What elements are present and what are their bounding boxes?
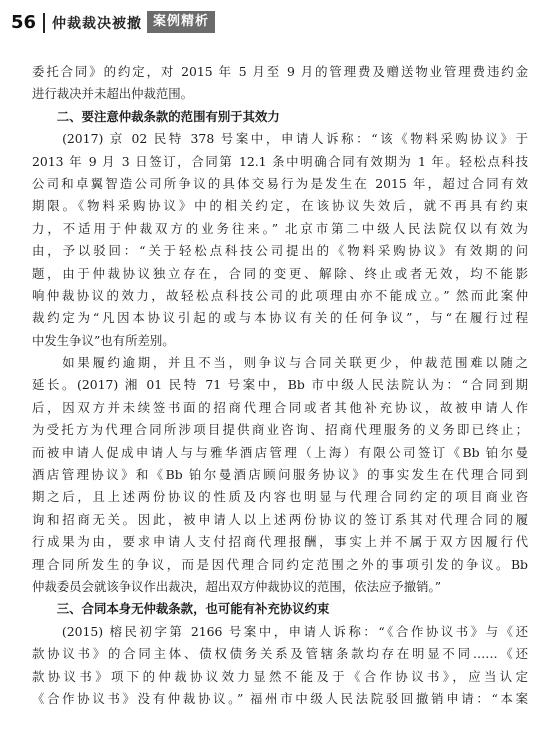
body-text-line: 响仲裁协议的效力，故轻松点科技公司的此项理由亦不能成立。” 然而此案仲	[32, 287, 528, 303]
page-header	[0, 10, 558, 42]
book-title: 仲裁裁决被撤	[52, 16, 142, 32]
section-heading: 二、要注意仲裁条款的范围有别于其效力	[32, 108, 280, 124]
body-text-line: 行成果为由，要求申请人支付招商代理报酬，事实上并不属于双方因履行代	[32, 534, 528, 550]
body-text-line: 期限。《物料采购协议》中的相关约定，在该协议失效后，就不再具有约束	[32, 198, 528, 214]
page-body	[32, 61, 528, 710]
body-text-line: 为受托方为代理合同所涉项目提供商业咨询、招商代理服务的义务即已终止；	[32, 422, 528, 438]
body-text-line: 2013 年 9 月 3 日签订，合同第 12.1 条中明确合同有效期为 1 年。轻松点科技	[32, 153, 528, 169]
body-text-line: 中发生争议”也有所差别。	[32, 332, 175, 348]
body-text-line: 仲裁委员会就该争议作出裁决，超出双方仲裁协议的范围，依法应予撤销。”	[32, 578, 442, 594]
header-divider	[43, 13, 45, 33]
body-text-line: 款协议书》的合同主体、债权债务关系及管辖条款均存在明显不同……《还	[32, 646, 528, 662]
body-text-line: 理合同所发生的争议，而是因代理合同约定范围之外的事项引发的争议。Bb	[32, 556, 528, 572]
body-text-line: 如果履约逾期，并且不当，则争议与合同关联更少，仲裁范围难以随之	[32, 355, 528, 371]
body-text-line: 进行裁决并未超出仲裁范围。	[32, 86, 194, 102]
body-text-line: (2017) 京 02 民特 378 号案中，申请人诉称：“该《物料采购协议》于	[32, 131, 528, 147]
section-heading: 三、合同本身无仲裁条款，也可能有补充协议约束	[32, 601, 330, 617]
body-text-line: 《合作协议书》没有仲裁协议。” 福州市中级人民法院驳回撤销申请：“本案	[32, 690, 528, 706]
body-text-line: 款协议书》项下的仲裁协议效力显然不能及于《合作协议书》，应当认定	[32, 668, 528, 684]
body-text-line: 期之后，且上述两份协议的性质及内容也明显与代理合同约定的项目商业咨	[32, 489, 528, 505]
body-text-line: 延长。(2017) 湘 01 民特 71 号案中，Bb 市中级人民法院认为：“合同到期	[32, 377, 528, 393]
body-text-line: 询和招商无关。因此，被申请人以上述两份协议的签订系其对代理合同的履	[32, 511, 528, 527]
body-text-line: 而被申请人促成申请人与与雅华酒店管理（上海）有限公司签订《Bb 铂尔曼	[32, 444, 528, 460]
body-text-line: (2015) 榕民初字第 2166 号案中，申请人诉称：“《合作协议书》与《还	[32, 623, 528, 639]
body-text-line: 公司和卓翼智造公司所争议的具体交易行为是发生在 2015 年，超过合同有效	[32, 175, 528, 191]
body-text-line: 委托合同》的约定，对 2015 年 5 月至 9 月的管理费及赠送物业管理费违约金	[32, 64, 528, 79]
body-text-line: 酒店管理协议》和《Bb 铂尔曼酒店顾问服务协议》的事实发生在代理合同到	[32, 467, 528, 483]
body-text-line: 后，因双方并未续签书面的招商代理合同或者其他补充协议，故被申请人作	[32, 399, 528, 415]
page-number: 56	[11, 12, 37, 33]
body-text-line: 题，由于仲裁协议独立存在，合同的变更、解除、终止或者无效，均不能影	[32, 265, 528, 281]
body-text-line: 力，不适用于仲裁双方的业务往来。” 北京市第二中级人民法院仅以有效为	[32, 220, 528, 236]
body-text-line: 裁约定为“凡因本协议引起的或与本协议有关的任何争议”，与“在履行过程	[32, 310, 528, 326]
section-tag: 案例精析	[147, 11, 215, 33]
body-text-line: 由，予以驳回：“关于轻松点科技公司提出的《物料采购协议》有效期的问	[32, 243, 528, 259]
